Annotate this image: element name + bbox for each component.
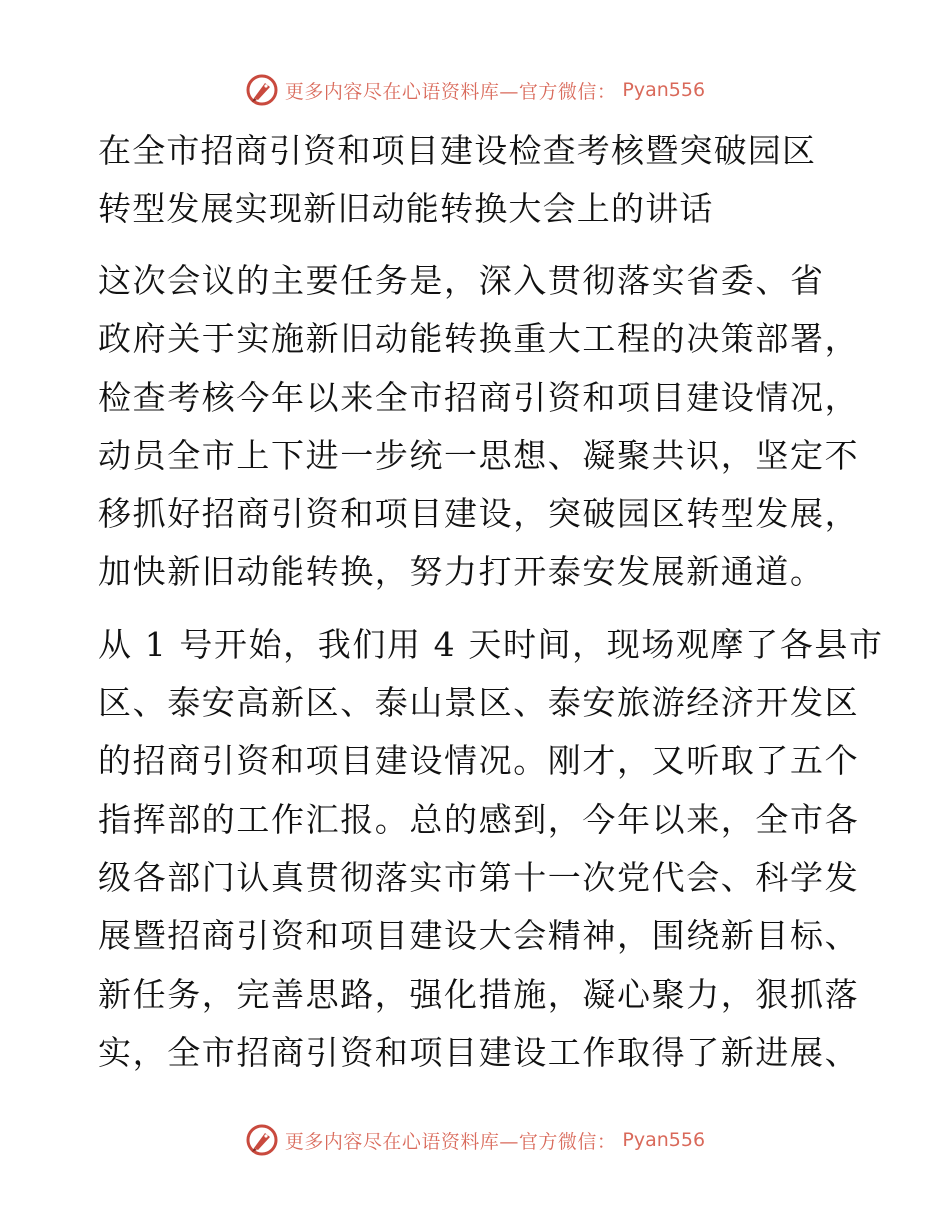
paragraph-line: 新任务，完善思路，强化措施，凝心聚力，狠抓落	[98, 974, 860, 1014]
title-line: 在全市招商引资和项目建设检查考核暨突破园区	[98, 131, 817, 170]
title-line: 转型发展实现新旧动能转换大会上的讲话	[98, 189, 714, 228]
watermark-contact: Pyan556	[622, 1129, 706, 1151]
paragraph-line: 实，全市招商引资和项目建设工作取得了新进展、	[98, 1032, 860, 1072]
paragraph-line: 政府关于实施新旧动能转换重大工程的决策部署，	[98, 319, 860, 359]
pen-nib-logo-icon	[245, 1123, 279, 1157]
paragraph-line: 展暨招商引资和项目建设大会精神，围绕新目标、	[98, 916, 860, 956]
watermark-text: 更多内容尽在心语资料库—官方微信：	[284, 1130, 617, 1153]
paragraph-line: 这次会议的主要任务是，深入贯彻落实省委、省	[98, 261, 825, 300]
paragraph-line: 检查考核今年以来全市招商引资和项目建设情况，	[98, 377, 860, 417]
footer-watermark	[0, 1120, 950, 1160]
paragraph-line: 从 1 号开始，我们用 4 天时间，现场观摩了各县市	[98, 624, 884, 664]
paragraph-line: 指挥部的工作汇报。总的感到，今年以来，全市各	[98, 799, 860, 839]
paragraph-line: 的招商引资和项目建设情况。刚才，又听取了五个	[98, 741, 860, 781]
paragraph-line: 区、泰安高新区、泰山景区、泰安旅游经济开发区	[98, 683, 860, 723]
paragraph	[98, 252, 858, 602]
paragraph-line: 加快新旧动能转换，努力打开泰安发展新通道。	[98, 552, 825, 592]
watermark-text: 更多内容尽在心语资料库—官方微信：	[284, 80, 617, 103]
paragraph	[98, 616, 884, 1082]
document-body	[98, 122, 884, 1096]
paragraph-line: 移抓好招商引资和项目建设，突破园区转型发展，	[98, 494, 860, 534]
document-title	[98, 122, 858, 238]
paragraph-line: 级各部门认真贯彻落实市第十一次党代会、科学发	[98, 857, 860, 897]
pen-nib-logo-icon	[245, 73, 279, 107]
paragraph-line: 动员全市上下进一步统一思想、凝聚共识，坚定不	[98, 435, 860, 475]
header-watermark	[0, 70, 950, 110]
watermark-contact: Pyan556	[622, 79, 706, 101]
